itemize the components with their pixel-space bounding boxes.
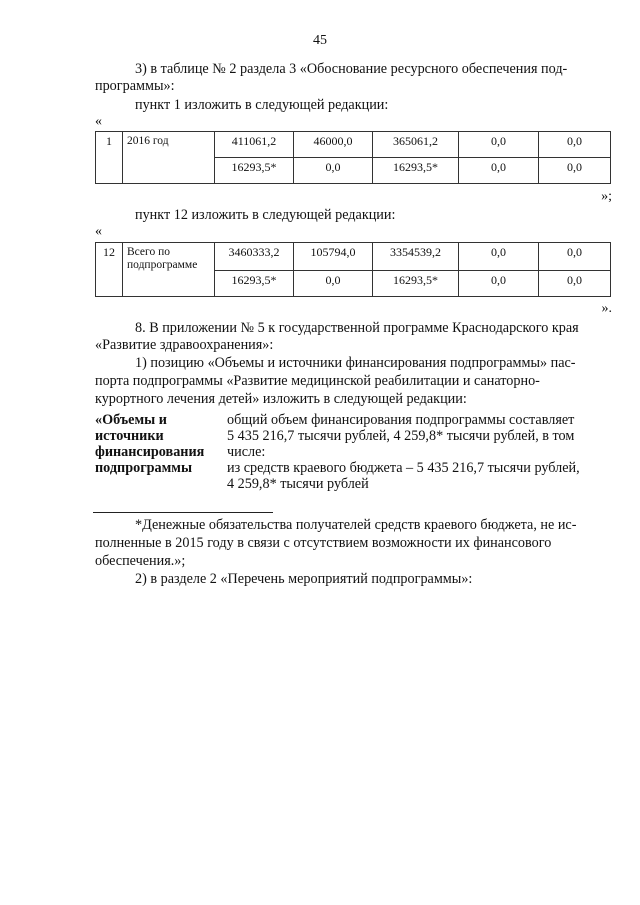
passport-label <box>95 412 204 476</box>
cell: 0,0 <box>459 132 539 158</box>
cell: 0,0 <box>539 158 611 184</box>
cell: 0,0 <box>294 158 373 184</box>
cell: 0,0 <box>459 158 539 184</box>
open-quote-2: « <box>95 224 102 239</box>
close-quote-1: »; <box>601 189 612 204</box>
passport-value <box>227 412 610 492</box>
cell: 105794,0 <box>294 243 373 271</box>
open-quote-1: « <box>95 114 102 129</box>
item8-sub1-line1: 1) позицию «Объемы и источники финансирования подпрограммы» пас- <box>135 355 576 371</box>
footnote-line3: обеспечения.»; <box>95 553 186 569</box>
passport-label-line: финансирования <box>95 444 205 460</box>
footnote-line1: *Денежные обязательства получателей средств краевого бюджета, не ис- <box>135 517 577 533</box>
cell: 0,0 <box>539 132 611 158</box>
table-point-1 <box>95 131 611 184</box>
item3-line1: 3) в таблице № 2 раздела 3 «Обоснование ресурсного обеспечения под- <box>135 61 568 77</box>
close-quote-2: ». <box>601 301 612 316</box>
cell: 0,0 <box>294 271 373 297</box>
row-number: 1 <box>96 132 123 184</box>
item3-line2: программы»: <box>95 78 175 94</box>
cell: 46000,0 <box>294 132 373 158</box>
item8-line2: «Развитие здравоохранения»: <box>95 337 274 353</box>
footnote-divider <box>93 512 273 513</box>
row-label: 2016 год <box>123 132 215 184</box>
page-number: 45 <box>313 33 327 48</box>
cell: 0,0 <box>539 271 611 297</box>
passport-label-line: «Объемы и <box>95 412 167 428</box>
passport-value-line: 4 259,8* тысячи рублей <box>227 476 369 492</box>
cell: 3460333,2 <box>215 243 294 271</box>
cell: 0,0 <box>459 271 539 297</box>
cell: 16293,5* <box>373 271 459 297</box>
passport-value-line: из средств краевого бюджета – 5 435 216,7 тысячи рублей, <box>227 460 580 476</box>
cell: 3354539,2 <box>373 243 459 271</box>
table-point-12 <box>95 242 611 297</box>
cell: 16293,5* <box>215 271 294 297</box>
passport-label-line: подпрограммы <box>95 460 193 476</box>
row-label: Всего по подпрограмме <box>123 243 215 297</box>
item2-heading: 2) в разделе 2 «Перечень мероприятий подпрограммы»: <box>135 571 473 587</box>
footnote-line2: полненные в 2015 году в связи с отсутствием возможности их финансового <box>95 535 552 551</box>
cell: 0,0 <box>459 243 539 271</box>
item8-sub1-line3: курортного лечения детей» изложить в следующей редакции: <box>95 391 467 407</box>
cell: 16293,5* <box>215 158 294 184</box>
cell: 0,0 <box>539 243 611 271</box>
passport-label-line: источники <box>95 428 164 444</box>
item8-line1: 8. В приложении № 5 к государственной программе Краснодарского края <box>135 320 579 336</box>
cell: 365061,2 <box>373 132 459 158</box>
passport-value-line: общий объем финансирования подпрограммы составляет <box>227 412 575 428</box>
point1-intro: пункт 1 изложить в следующей редакции: <box>135 97 389 113</box>
row-number: 12 <box>96 243 123 297</box>
cell: 411061,2 <box>215 132 294 158</box>
item8-sub1-line2: порта подпрограммы «Развитие медицинской реабилитации и санаторно- <box>95 373 540 389</box>
passport-value-line: 5 435 216,7 тысячи рублей, 4 259,8* тысячи рублей, в том <box>227 428 575 444</box>
passport-value-line: числе: <box>227 444 266 460</box>
cell: 16293,5* <box>373 158 459 184</box>
point12-intro: пункт 12 изложить в следующей редакции: <box>135 207 396 223</box>
